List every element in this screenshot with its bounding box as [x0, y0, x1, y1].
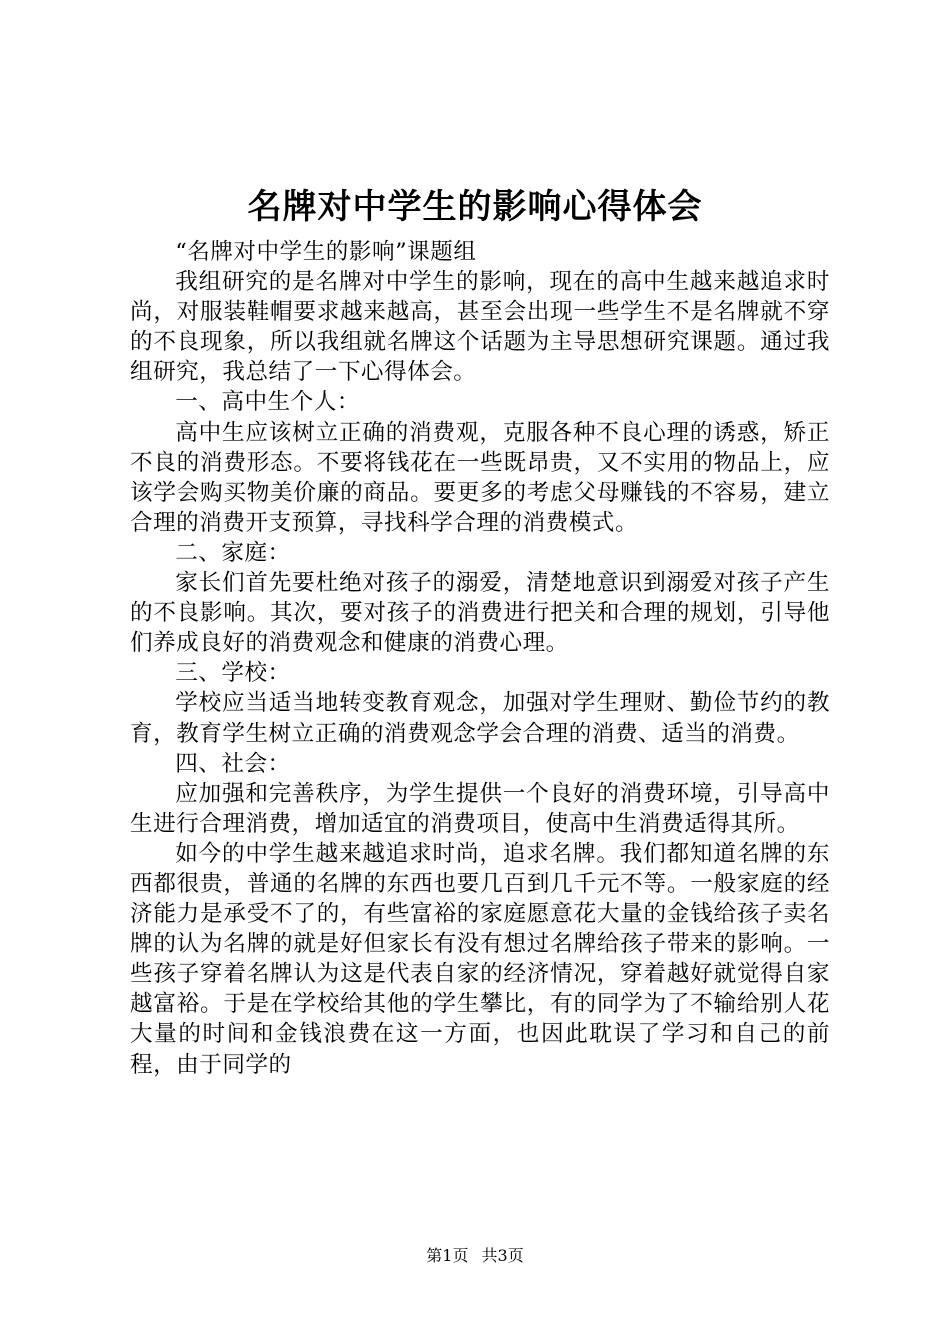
- paragraph-student: 高中生应该树立正确的消费观，克服各种不良心理的诱惑，矫正不良的消费形态。不要将钱花在一些既昂贵，又不实用的物品上，应该学会购买物美价廉的商品。要更多的考虑父母赚钱的不容易，建立合理的消费开支预算，寻找科学合理的消费模式。: [130, 419, 830, 536]
- paragraph-society: 应加强和完善秩序，为学生提供一个良好的消费环境，引导高中生进行合理消费，增加适宜的消费项目，使高中生消费适得其所。: [130, 780, 830, 837]
- section-heading-family: 二、家庭：: [175, 539, 291, 566]
- paragraph-author: “名牌对中学生的影响”课题组: [175, 239, 477, 265]
- section-heading-school: 三、学校：: [175, 660, 291, 687]
- page-total: 共3页: [481, 1246, 524, 1265]
- section-heading-student: 一、高中生个人：: [175, 389, 360, 416]
- paragraph-conclusion: 如今的中学生越来越追求时尚，追求名牌。我们都知道名牌的东西都很贵，普通的名牌的东西也要几百到几千元不等。一般家庭的经济能力是承受不了的，有些富裕的家庭愿意花大量的金钱给孩子卖名牌的认为名牌的就是好但家长有没有想过名牌给孩子带来的影响。一些孩子穿着名牌认为这是代表自家的经济情况，穿着越好就觉得自家越富裕。于是在学校给其他的学生攀比，有的同学为了不输给别人花大量的时间和金钱浪费在这一方面，也因此耽误了学习和自己的前程，由于同学的: [130, 840, 830, 1078]
- paragraph-intro: 我组研究的是名牌对中学生的影响，现在的高中生越来越追求时尚，对服装鞋帽要求越来越高，甚至会出现一些学生不是名牌就不穿的不良现象，所以我组就名牌这个话题为主导思想研究课题。通过我组研究，我总结了一下心得体会。: [130, 269, 830, 386]
- page-footer: [0, 1244, 950, 1268]
- paragraph-family: 家长们首先要杜绝对孩子的溺爱，清楚地意识到溺爱对孩子产生的不良影响。其次，要对孩子的消费进行把关和合理的规划，引导他们养成良好的消费观念和健康的消费心理。: [130, 570, 830, 657]
- document-title: 名牌对中学生的影响心得体会: [247, 187, 703, 227]
- page-number: 第1页: [426, 1246, 469, 1265]
- section-heading-society: 四、社会：: [175, 750, 291, 777]
- document-body: [130, 237, 830, 1080]
- paragraph-school: 学校应当适当地转变教育观念，加强对学生理财、勤俭节约的教育，教育学生树立正确的消费观念学会合理的消费、适当的消费。: [130, 690, 830, 747]
